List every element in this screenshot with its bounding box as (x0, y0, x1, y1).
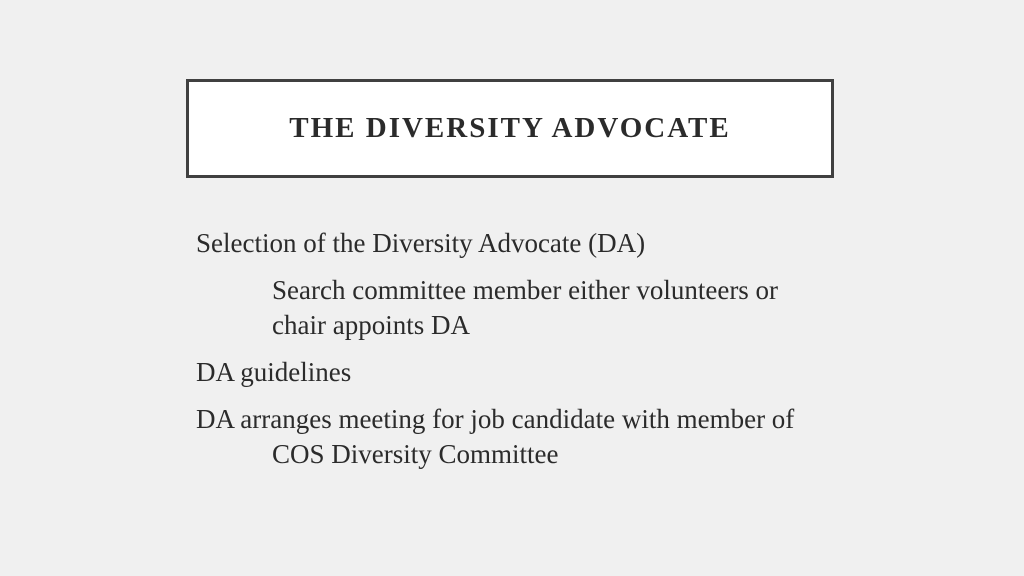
bullet-item-guidelines: DA guidelines (196, 357, 352, 387)
bullet-item-meeting: DA arranges meeting for job candidate with member of COS Diversity Committee (196, 404, 795, 469)
sub-bullet-item-volunteers: Search committee member either volunteers or chair appoints DA (272, 275, 779, 340)
bullet-list (196, 226, 856, 484)
bullet-item-selection: Selection of the Diversity Advocate (DA) (196, 228, 646, 258)
slide-title: THE DIVERSITY ADVOCATE (289, 112, 731, 144)
title-box (186, 79, 834, 178)
